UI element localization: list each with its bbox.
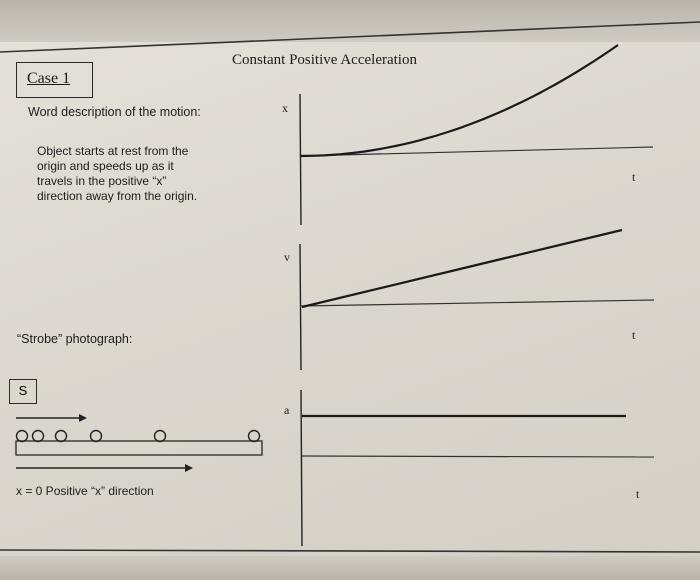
a-graph-ylabel: a bbox=[284, 403, 290, 417]
x-graph-ylabel: x bbox=[282, 101, 288, 115]
case-label: Case 1 bbox=[27, 70, 71, 87]
description-line: travels in the positive “x” bbox=[37, 174, 167, 188]
strobe-dot bbox=[155, 431, 166, 442]
x-graph-t-axis bbox=[300, 147, 653, 156]
word-description-heading: Word description of the motion: bbox=[28, 105, 201, 119]
frame-top-line bbox=[0, 22, 700, 52]
strobe-track bbox=[16, 441, 262, 455]
v-graph-t-axis bbox=[300, 300, 654, 306]
description-line: origin and speeds up as it bbox=[37, 159, 174, 173]
strobe-dot bbox=[33, 431, 44, 442]
strobe-dot bbox=[249, 431, 260, 442]
a-graph-t-axis bbox=[302, 456, 654, 457]
a-graph-y-axis bbox=[301, 390, 302, 546]
strobe-arrow-long-head bbox=[185, 464, 193, 472]
strobe-s-box: S bbox=[9, 379, 37, 404]
strobe-dot bbox=[56, 431, 67, 442]
strobe-arrow-short-head bbox=[79, 414, 87, 422]
v-vs-t-line bbox=[302, 230, 622, 307]
v-graph-y-axis bbox=[300, 244, 301, 370]
a-graph-tlabel: t bbox=[636, 487, 640, 501]
description-line: direction away from the origin. bbox=[37, 189, 198, 203]
v-graph-tlabel: t bbox=[632, 328, 636, 342]
v-graph-ylabel: v bbox=[284, 250, 290, 264]
strobe-axis-label: x = 0 Positive “x” direction bbox=[16, 484, 154, 498]
chart-title: Constant Positive Acceleration bbox=[232, 52, 417, 68]
x-graph-y-axis bbox=[300, 94, 301, 225]
strobe-dot bbox=[17, 431, 28, 442]
motion-description bbox=[37, 144, 227, 204]
description-line: Object starts at rest from the bbox=[37, 144, 189, 158]
x-graph-tlabel: t bbox=[632, 170, 636, 184]
strobe-heading: “Strobe” photograph: bbox=[17, 332, 133, 346]
strobe-dot bbox=[91, 431, 102, 442]
frame-bottom-line bbox=[0, 550, 700, 552]
